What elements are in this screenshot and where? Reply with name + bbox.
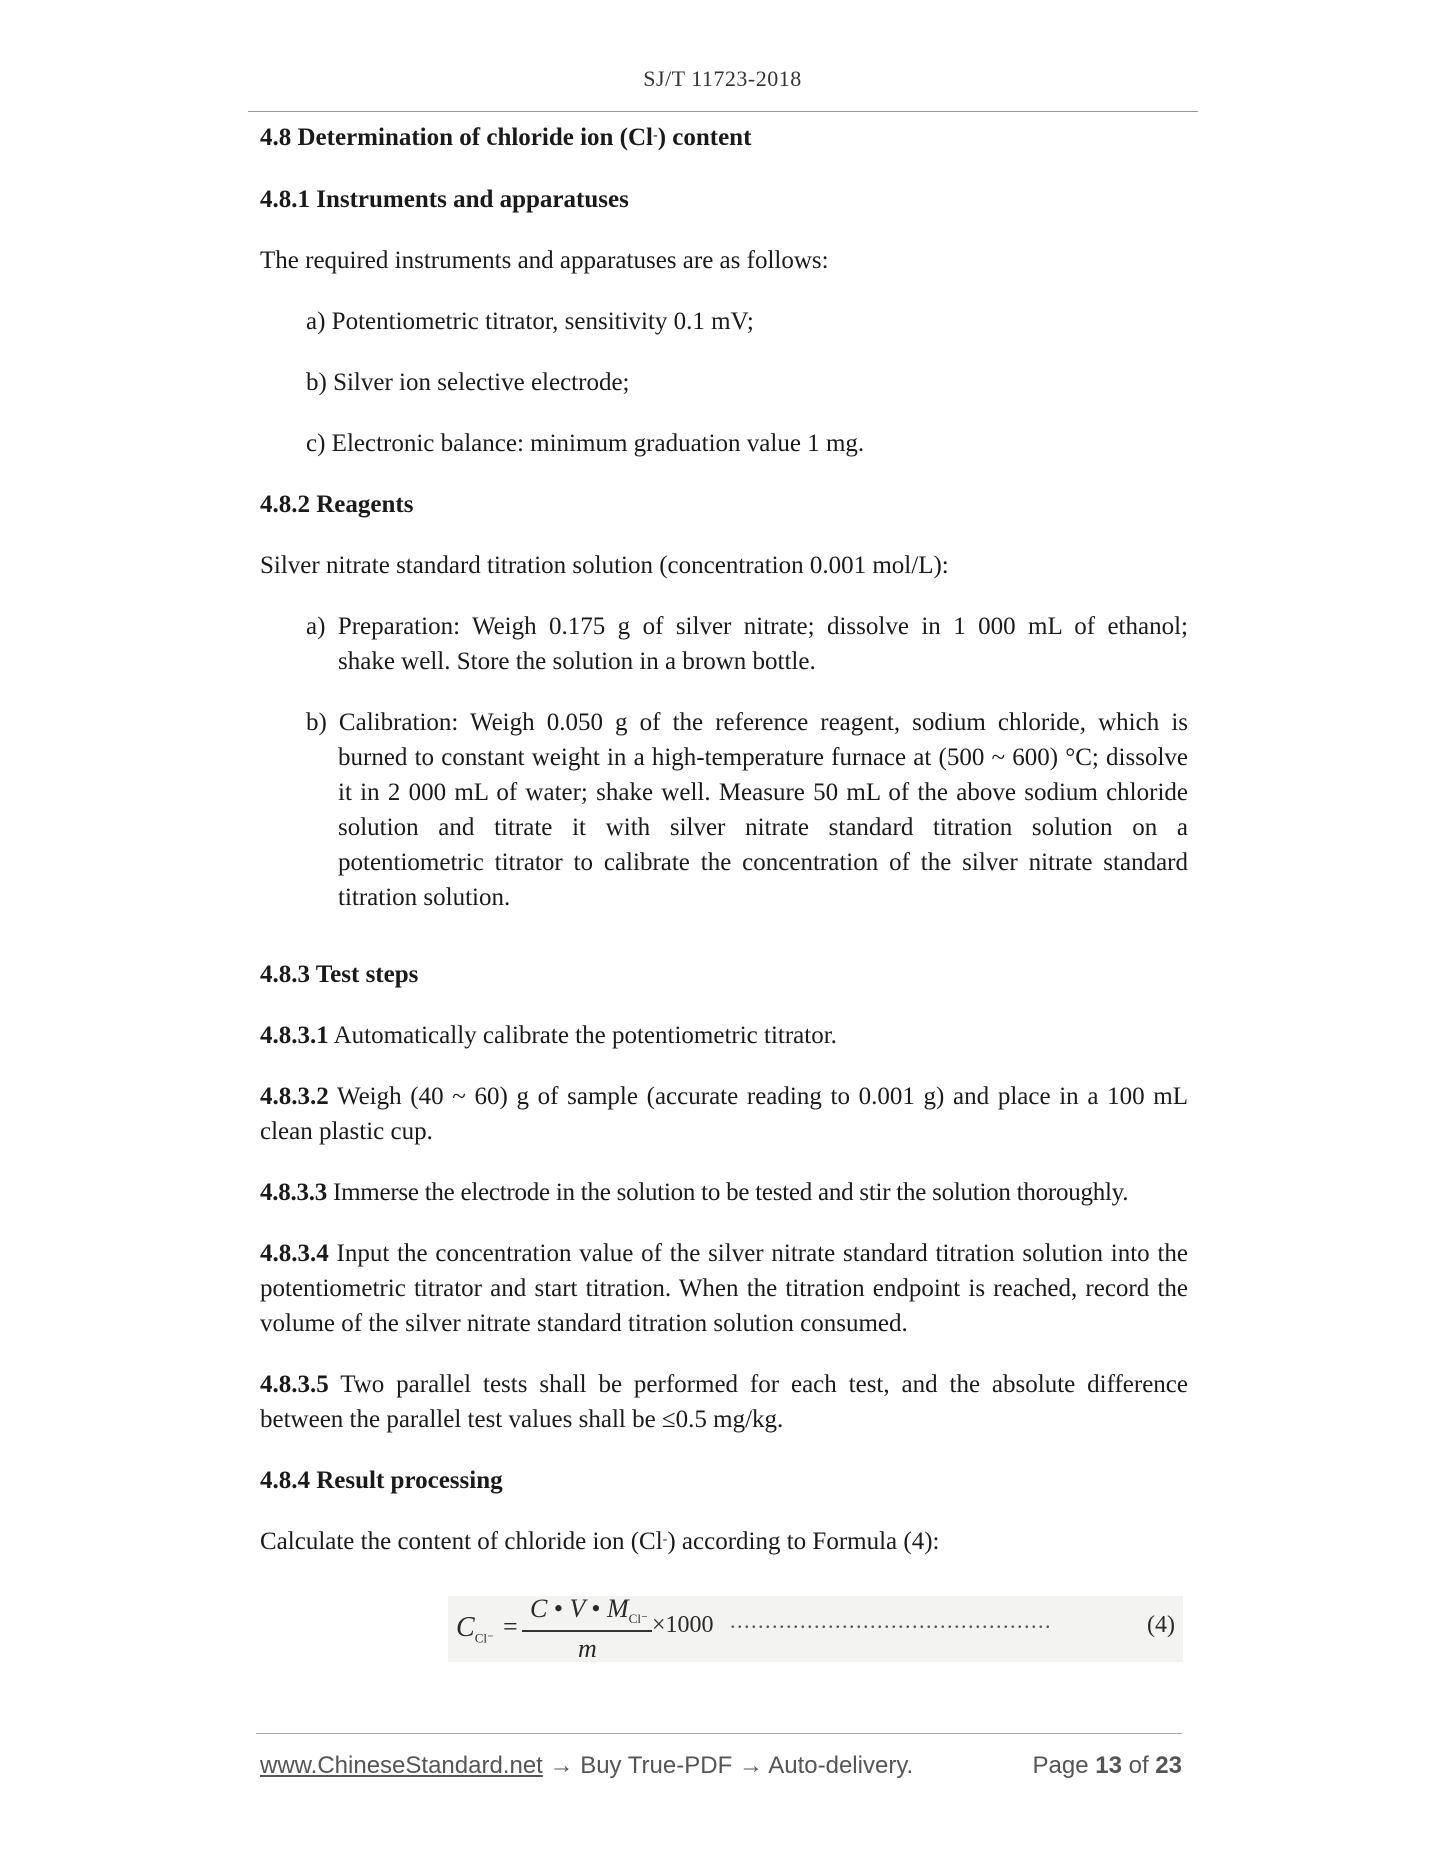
test-step-5 — [260, 1367, 1188, 1437]
test-step-4-number: 4.8.3.4 — [260, 1240, 329, 1267]
test-step-1-number: 4.8.3.1 — [260, 1022, 329, 1049]
section-4-8-4-intro — [260, 1524, 1188, 1559]
chloride-superscript-intro: - — [662, 1532, 668, 1547]
section-4-8-heading — [260, 120, 1188, 155]
page-footer — [260, 1752, 1182, 1780]
formula-denominator: m — [578, 1634, 597, 1663]
reagent-item-b-continuation: burned to constant weight in a high-temperature furnace at (500 ~ 600) °C; dissolve it in 2 000 mL of water; shake well. Measure 50 mL of the above sodium chloride solution and titrate it with silver nitrate standard titration solution on a potentiometric titrator to calibrate the concentration of the silver nitrate standard titration solution. — [338, 744, 1188, 911]
section-4-8-title-pre: 4.8 Determination of chloride ion (Cl — [260, 124, 654, 151]
footer-arrow-1: → — [549, 1752, 574, 1779]
footer-page-number: 13 — [1095, 1752, 1122, 1779]
footer-page-total: 23 — [1155, 1752, 1182, 1779]
formula-numerator — [530, 1594, 648, 1627]
section-4-8-1-heading: 4.8.1 Instruments and apparatuses — [260, 186, 629, 213]
formula-equation-number: (4) — [1147, 1612, 1175, 1638]
reagent-item-b — [306, 705, 1188, 915]
test-step-3-number: 4.8.3.3 — [260, 1179, 327, 1206]
section-4-8-2-intro: Silver nitrate standard titration solution (concentration 0.001 mol/L): — [260, 552, 949, 579]
footer-site-link[interactable]: www.ChineseStandard.net — [260, 1752, 543, 1779]
section-4-8-2-heading: 4.8.2 Reagents — [260, 491, 414, 518]
footer-page-word: Page — [1032, 1752, 1089, 1779]
reagent-item-a-line1: a) Preparation: Weigh 0.175 g of silver nitrate; dissolve in 1 000 mL of ethanol; — [306, 613, 1188, 640]
reagent-item-a — [306, 609, 1188, 679]
test-step-3 — [260, 1175, 1200, 1210]
section-4-8-4-heading: 4.8.4 Result processing — [260, 1467, 503, 1494]
document-code-header: SJ/T 11723-2018 — [643, 66, 802, 91]
test-step-4-text: Input the concentration value of the silver nitrate standard titration solution into the potentiometric titrator and start titration. When the titration endpoint is reached, record the volume of the silver nitrate standard titration solution consumed. — [260, 1240, 1188, 1337]
formula-lhs-subscript: Cl⁻ — [474, 1630, 494, 1646]
footer-buy-link[interactable]: Buy True-PDF — [580, 1752, 733, 1779]
formula-4 — [448, 1596, 1183, 1662]
instrument-item-a: a) Potentiometric titrator, sensitivity 0.1 mV; — [306, 308, 754, 335]
formula-leader-dots: .............................................. — [730, 1608, 1052, 1633]
test-step-4 — [260, 1236, 1188, 1341]
instrument-item-c: c) Electronic balance: minimum graduation value 1 mg. — [306, 430, 865, 457]
instrument-item-b: b) Silver ion selective electrode; — [306, 369, 630, 396]
section-4-8-3-heading: 4.8.3 Test steps — [260, 961, 419, 988]
test-step-1-text: Automatically calibrate the potentiometric titrator. — [328, 1022, 837, 1049]
footer-auto-delivery: Auto-delivery. — [768, 1752, 914, 1779]
formula-multiplier: ×1000 — [652, 1612, 714, 1638]
test-step-2-text: Weigh (40 ~ 60) g of sample (accurate reading to 0.001 g) and place in a 100 mL clean plastic cup. — [260, 1083, 1188, 1145]
formula-num-m: M — [606, 1594, 629, 1623]
formula-num-subscript: Cl⁻ — [628, 1611, 648, 1627]
formula-equals: = — [503, 1612, 518, 1641]
test-step-5-number: 4.8.3.5 — [260, 1371, 329, 1398]
footer-divider — [256, 1733, 1182, 1734]
test-step-3-text: Immerse the electrode in the solution to be tested and stir the solution thoroughly. — [327, 1179, 1129, 1206]
footer-page-indicator — [1033, 1752, 1183, 1780]
formula-num-v: V — [569, 1594, 585, 1623]
footer-of-word: of — [1128, 1752, 1149, 1779]
footer-arrow-2: → — [738, 1752, 763, 1779]
test-step-1 — [260, 1018, 1188, 1053]
reagent-item-a-continuation: shake well. Store the solution in a brown bottle. — [338, 648, 816, 675]
test-step-5-text: Two parallel tests shall be performed for each test, and the absolute difference between the parallel test values shall be ≤0.5 mg/kg. — [260, 1371, 1188, 1433]
test-step-2 — [260, 1079, 1188, 1149]
section-4-8-1-intro: The required instruments and apparatuses are as follows: — [260, 247, 829, 274]
formula-lhs-symbol: C — [456, 1612, 475, 1643]
reagent-item-b-line1: b) Calibration: Weigh 0.050 g of the reference reagent, sodium chloride, which is — [306, 709, 1188, 736]
chloride-superscript: - — [653, 128, 658, 143]
test-step-2-number: 4.8.3.2 — [260, 1083, 329, 1110]
formula-dot-1: • — [553, 1594, 563, 1623]
header-divider — [248, 111, 1198, 112]
section-4-8-title-post: ) content — [657, 124, 752, 151]
section-4-8-4-intro-post: ) according to Formula (4): — [667, 1528, 940, 1555]
formula-fraction-bar — [522, 1630, 652, 1632]
formula-dot-2: • — [591, 1594, 601, 1623]
formula-lhs — [456, 1612, 494, 1647]
formula-num-c: C — [530, 1594, 548, 1623]
section-4-8-4-intro-pre: Calculate the content of chloride ion (Cl — [260, 1528, 663, 1555]
